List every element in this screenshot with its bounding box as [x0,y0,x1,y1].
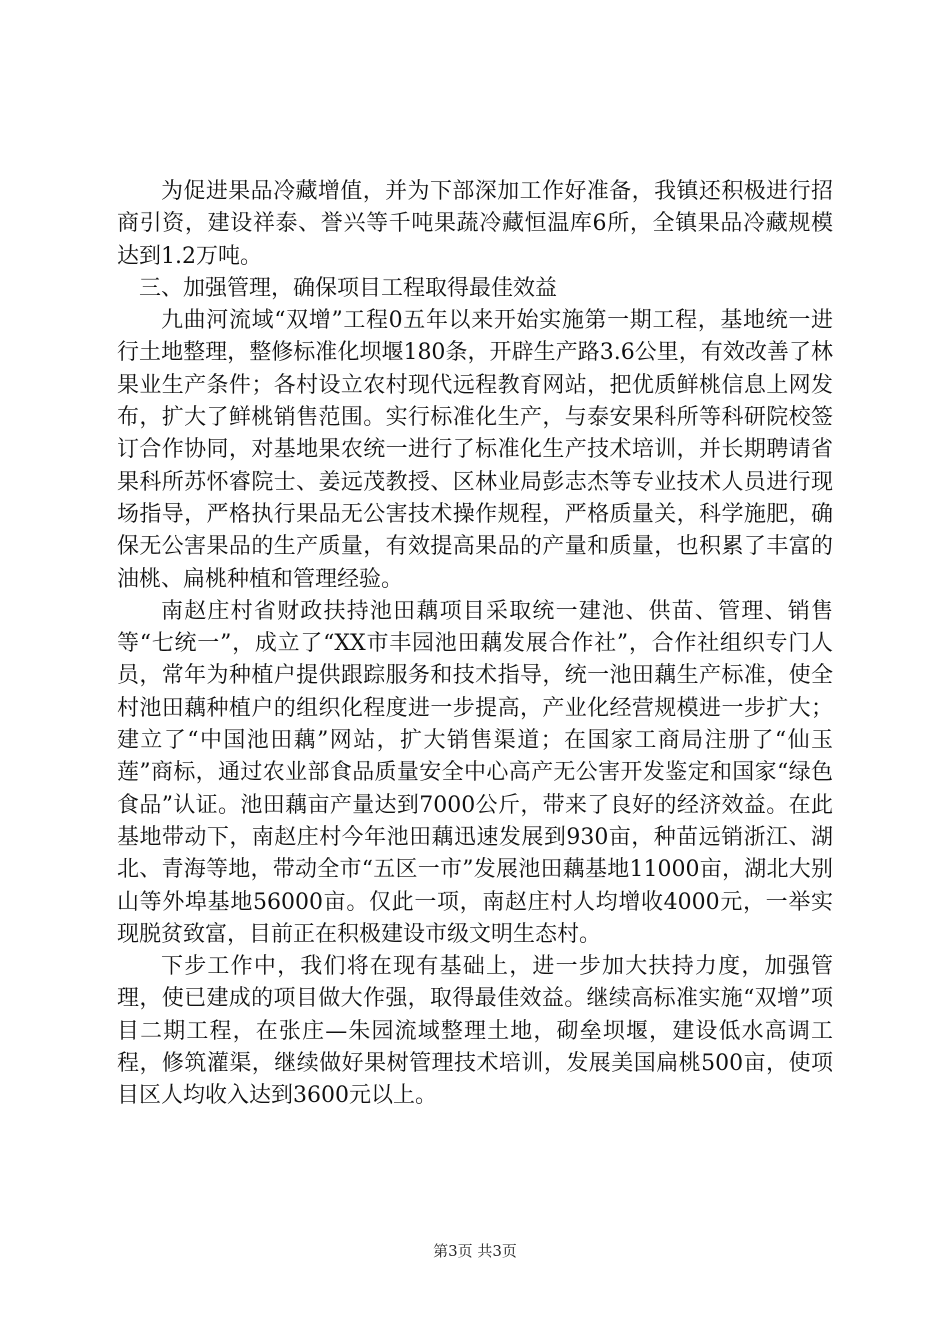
paragraph-next-steps: 下步工作中，我们将在现有基础上，进一步加大扶持力度，加强管理，使已建成的项目做大作强，取得最佳效益。继续高标准实施“双增”项目二期工程，在张庄—朱园流域整理土地，砌垒坝堰，建设低水高调工程，修筑灌渠，继续做好果树管理技术培训，发展美国扁桃500亩，使项目区人均收入达到3600元以上。 [117,954,833,1109]
paragraph-lotus-root-project: 南赵庄村省财政扶持池田藕项目采取统一建池、供苗、管理、销售等“七统一”，成立了“XX市丰园池田藕发展合作社”，合作社组织专门人员，常年为种植户提供跟踪服务和技术指导，统一池田藕生产标准，使全村池田藕种植户的组织化程度进一步提高，产业化经营规模进一步扩大；建立了“中国池田藕”网站，扩大销售渠道；在国家工商局注册了“仙玉莲”商标，通过农业部食品质量安全中心高产无公害开发鉴定和国家“绿色食品”认证。池田藕亩产量达到7000公斤，带来了良好的经济效益。在此基地带动下，南赵庄村今年池田藕迅速发展到930亩，种苗远销浙江、湖北、青海等地，带动全市“五区一市”发展池田藕基地11000亩，湖北大别山等外埠基地56000亩。仅此一项，南赵庄村人均增收4000元，一举实现脱贫致富，目前正在积极建设市级文明生态村。 [117,598,833,947]
page-footer: 第3页 共3页 [433,1242,517,1260]
document-body [117,176,833,1113]
section-heading: 三、加强管理，确保项目工程取得最佳效益 [139,275,558,301]
paragraph-cold-storage: 为促进果品冷藏增值，并为下部深加工作好准备，我镇还积极进行招商引资，建设祥泰、誉兴等千吨果蔬冷藏恒温库6所，全镇果品冷藏规模达到1.2万吨。 [117,179,833,269]
paragraph-shuangzeng-project: 九曲河流域“双增”工程0五年以来开始实施第一期工程，基地统一进行土地整理，整修标准化坝堰180条，开辟生产路3.6公里，有效改善了林果业生产条件；各村设立农村现代远程教育网站，把优质鲜桃信息上网发布，扩大了鲜桃销售范围。实行标准化生产，与泰安果科所等科研院校签订合作协同，对基地果农统一进行了标准化生产技术培训，并长期聘请省果科所苏怀睿院士、姜远茂教授、区林业局彭志杰等专业技术人员进行现场指导，严格执行果品无公害技术操作规程，严格质量关，科学施肥，确保无公害果品的生产质量，有效提高果品的产量和质量，也积累了丰富的油桃、扁桃种植和管理经验。 [117,308,833,592]
